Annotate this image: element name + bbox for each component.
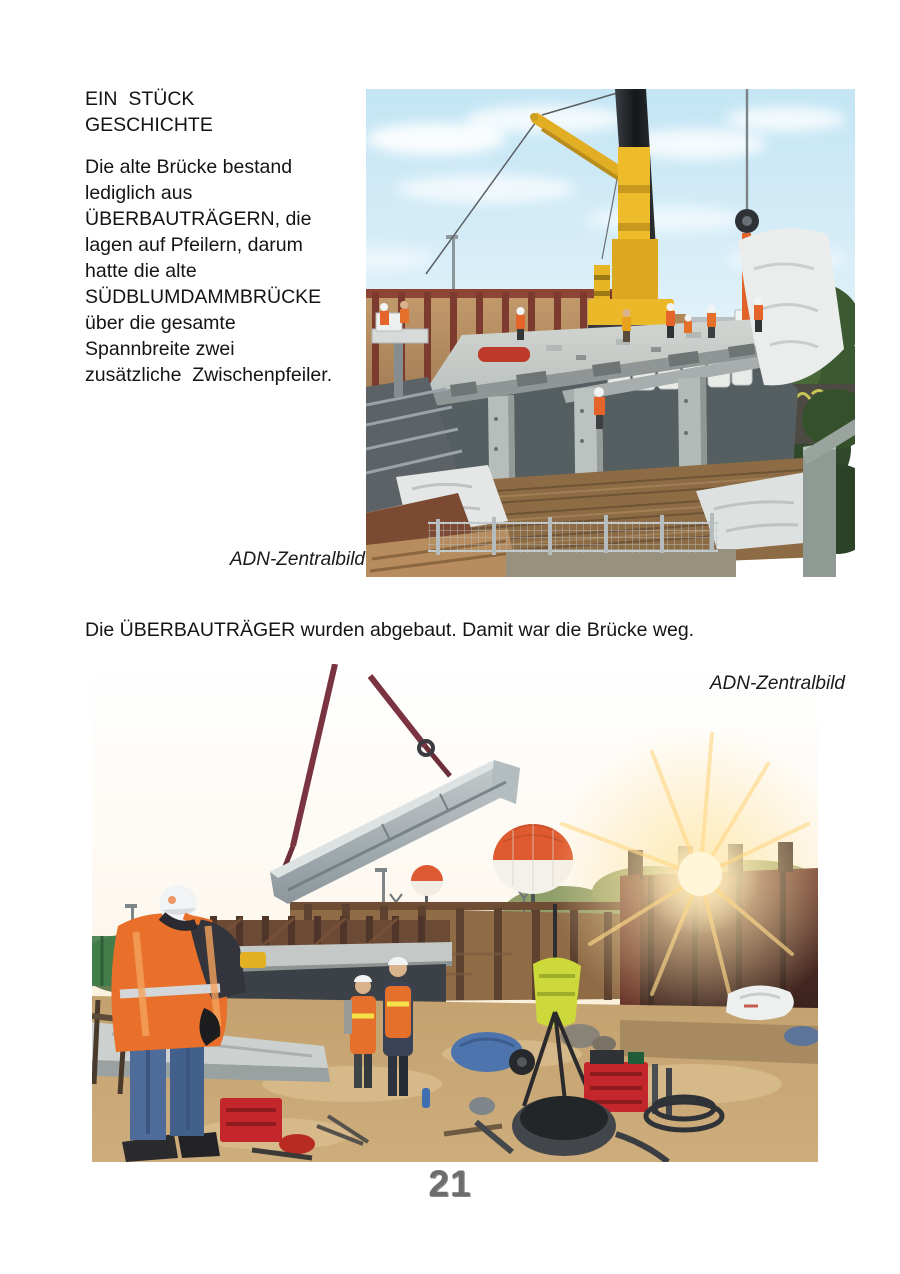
article-body <box>85 154 385 388</box>
body-line: über die gesamte <box>85 312 236 334</box>
photo-top-caption: ADN-Zentralbild <box>229 549 365 570</box>
body-line: ÜBERBAUTRÄGERN, die <box>85 208 312 230</box>
body-line: Die alte Brücke bestand <box>85 156 293 178</box>
body-line: Spannbreite zwei <box>85 338 235 360</box>
photo-girder-lift-illustration <box>92 664 818 1162</box>
article-heading <box>85 86 385 138</box>
page-number: 21 <box>428 1163 472 1204</box>
article-text-block <box>85 86 385 388</box>
photo-bottom-caption: ADN-Zentralbild <box>709 673 845 694</box>
body-line: hatte die alte <box>85 260 197 282</box>
photo-crane-bridge-illustration <box>366 89 855 577</box>
body-line: zusätzliche Zwischenpfeiler. <box>85 364 333 386</box>
body-line: lagen auf Pfeilern, darum <box>85 234 303 256</box>
body-line: lediglich aus <box>85 182 193 204</box>
heading-line: GESCHICHTE <box>85 114 213 136</box>
photo-girder-lift <box>92 664 818 1162</box>
between-photos-sentence: Die ÜBERBAUTRÄGER wurden abgebaut. Damit war die Brücke weg. <box>85 619 695 641</box>
photo-crane-bridge <box>366 89 855 577</box>
body-line: SÜDBLUMDAMMBRÜCKE <box>85 286 322 308</box>
heading-line: EIN STÜCK <box>85 88 195 110</box>
